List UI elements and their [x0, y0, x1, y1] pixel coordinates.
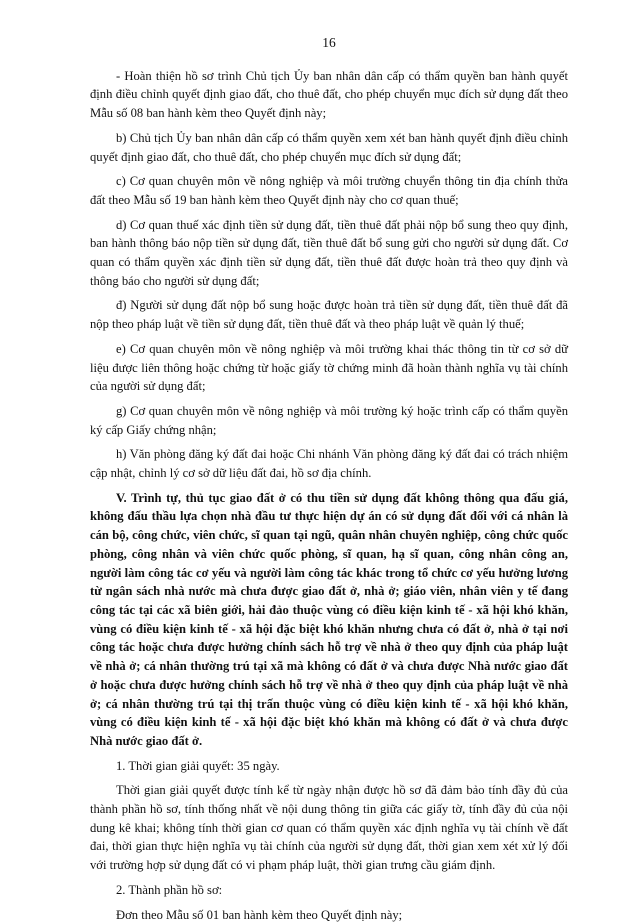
paragraph-7: g) Cơ quan chuyên môn về nông nghiệp và môi trường ký hoặc trình cấp có thẩm quyền ký cấp Giấy chứng nhận; [90, 403, 568, 437]
paragraph-application-form: Đơn theo Mẫu số 01 ban hành kèm theo Quyết định này; [116, 907, 403, 922]
section-heading-v: V. Trình tự, thủ tục giao đất ở có thu tiền sử dụng đất không thông qua đấu giá, không đấu thầu lựa chọn nhà đầu tư thực hiện dự án có sử dụng đất đối với cá nhân là cán bộ, công chức, viên chức, sĩ quan tại ngũ, quân nhân chuyên nghiệp, công chức quốc phòng, công nhân và viên chức quốc phòng, sĩ quan, hạ sĩ quan, công nhân công an, người làm công tác cơ yếu và người làm công tác khác trong tổ chức cơ yếu hưởng lương từ ngân sách nhà nước mà chưa được giao đất ở, nhà ở; giáo viên, nhân viên y tế đang công tác tại các xã biên giới, hải đảo thuộc vùng có điều kiện kinh tế - xã hội khó khăn, vùng có điều kiện kinh tế - xã hội đặc biệt khó khăn nhưng chưa có đất ở, nhà ở tại nơi công tác hoặc chưa được hưởng chính sách hỗ trợ về nhà ở theo quy định của pháp luật về nhà ở; cá nhân thường trú tại xã mà không có đất ở và chưa được Nhà nước giao đất ở hoặc chưa được hưởng chính sách hỗ trợ về nhà ở theo quy định của pháp luật về nhà ở; cá nhân thường trú tại thị trấn thuộc vùng có điều kiện kinh tế - xã hội khó khăn, vùng có điều kiện kinh tế - xã hội đặc biệt khó khăn mà không có đất ở và chưa được Nhà nước giao đất ở. [90, 490, 568, 748]
paragraph-3: c) Cơ quan chuyên môn về nông nghiệp và môi trường chuyển thông tin địa chính thửa đất theo Mẫu số 19 ban hành kèm theo Quyết định này cho cơ quan thuế; [90, 174, 568, 207]
paragraph-time-calculation: Thời gian giải quyết được tính kể từ ngày nhận được hồ sơ đã đảm bảo tính đầy đủ của thành phần hồ sơ, tính thống nhất về nội dung thông tin giữa các giấy tờ, tính đầy đủ của nội dung kê khai; không tính thời gian cơ quan có thẩm quyền xác định nghĩa vụ tài chính về đất đai, thời gian thực hiện nghĩa vụ tài chính của người sử dụng đất, thời gian xem xét xử lý đối với trường hợp sử dụng đất có vi phạm pháp luật, thời gian trưng cầu giám định. [90, 783, 568, 873]
paragraph-1: - Hoàn thiện hồ sơ trình Chủ tịch Ủy ban nhân dân cấp có thẩm quyền ban hành quyết định điều chỉnh quyết định giao đất, cho thuê đất, cho phép chuyển mục đích sử dụng đất theo Mẫu số 08 ban hành kèm theo Quyết định này; [90, 68, 568, 121]
paragraph-5: đ) Người sử dụng đất nộp bổ sung hoặc được hoàn trả tiền sử dụng đất, tiền thuê đất đã nộp theo pháp luật về tiền sử dụng đất, tiền thuê đất và theo pháp luật về quản lý thuế; [90, 298, 568, 332]
paragraph-2: b) Chủ tịch Ủy ban nhân dân cấp có thẩm quyền xem xét ban hành quyết định điều chỉnh quyết định giao đất, cho thuê đất, cho phép chuyển mục đích sử dụng đất; [90, 130, 568, 164]
paragraph-8: h) Văn phòng đăng ký đất đai hoặc Chi nhánh Văn phòng đăng ký đất đai có trách nhiệm cập nhật, chỉnh lý cơ sở dữ liệu đất đai, hồ sơ địa chính. [90, 447, 568, 481]
page-number: 16 [322, 35, 336, 50]
paragraph-dossier-components: 2. Thành phần hồ sơ: [116, 882, 223, 897]
document-body [90, 67, 568, 924]
paragraph-4: d) Cơ quan thuế xác định tiền sử dụng đất, tiền thuê đất phải nộp bổ sung theo quy định, ban hành thông báo nộp tiền sử dụng đất, tiền thuê đất bổ sung gửi cho người sử dụng đất. Cơ quan có thẩm quyền xác định tiền sử dụng đất, tiền thuê đất được hoàn trả theo quy định và thông báo cho người sử dụng đất; [90, 217, 568, 288]
paragraph-processing-time: 1. Thời gian giải quyết: 35 ngày. [116, 758, 280, 773]
paragraph-6: e) Cơ quan chuyên môn về nông nghiệp và môi trường khai thác thông tin từ cơ sở dữ liệu được liên thông hoặc chứng từ hoặc giấy tờ chứng minh đã hoàn thành nghĩa vụ tài chính của người sử dụng đất; [90, 341, 568, 394]
